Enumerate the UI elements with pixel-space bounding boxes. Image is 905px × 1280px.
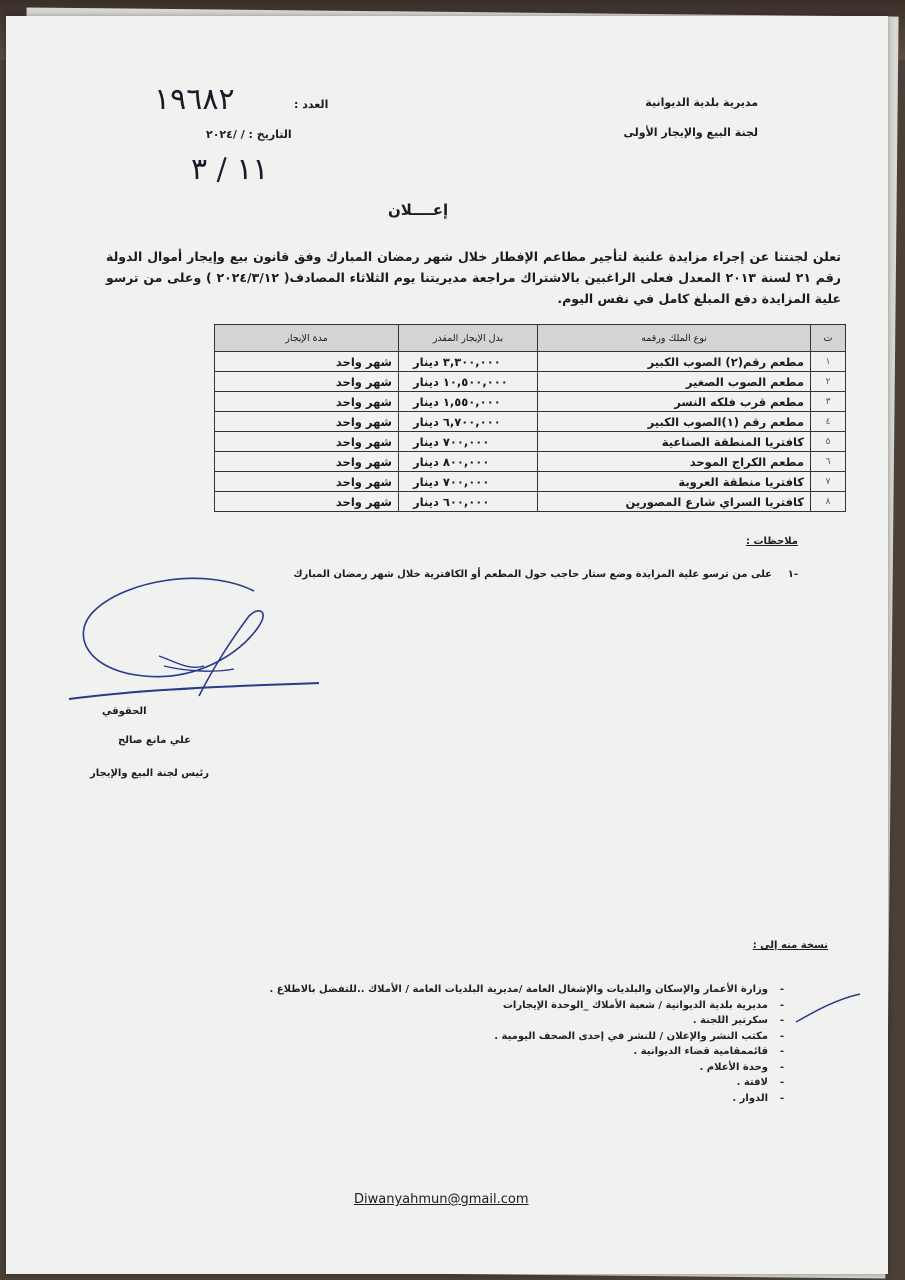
cell-num: ١ <box>811 352 846 372</box>
org-name: مديرية بلدية الديوانية <box>645 96 758 109</box>
cell-price: ٦٠٠,٠٠٠ دينار <box>399 492 538 512</box>
cell-type: كافتريا المنطقة الصناعية <box>538 432 811 452</box>
table-row <box>215 412 846 432</box>
list-item: - مديرية بلدية الديوانية / شعبة الأملاك _الوحدة الإيجارات <box>208 1000 768 1016</box>
email-address: Diwanyahmun@gmail.com <box>354 1192 529 1207</box>
cell-price: ٨٠٠,٠٠٠ دينار <box>399 452 538 472</box>
cell-duration: شهر واحد <box>215 432 399 452</box>
cell-duration: شهر واحد <box>215 392 399 412</box>
table-row <box>215 432 846 452</box>
rental-table <box>214 324 846 512</box>
cell-price: ٦,٧٠٠,٠٠٠ دينار <box>399 412 538 432</box>
number-label: العدد : <box>294 98 329 111</box>
list-item: - وزارة الأعمار والإسكان والبلديات والإشغال العامة /مديرية البلديات العامة / الأملاك ..للتفضل بالاطلاع . <box>208 984 768 1000</box>
announcement-body: تعلن لجنتنا عن إجراء مزايدة علنية لتأجير مطاعم الإفطار خلال شهر رمضان المبارك وفق قانون بيع وإيجار أموال الدولة رقم ٢١ لسنة ٢٠١٣ المعدل فعلى الراغبين بالاشتراك مراجعة مديريتنا يوم الثلاثاء المصادف( ٢٠٢٤/٣/١٢ ) وعلى من ترسو علية المزايدة دفع المبلغ كامل في نفس اليوم. <box>106 249 841 306</box>
cell-num: ٨ <box>811 492 846 512</box>
cell-duration: شهر واحد <box>215 472 399 492</box>
list-item: - قائممقامية قضاء الديوانية . <box>208 1046 768 1062</box>
table-row <box>215 392 846 412</box>
cell-type: مطعم الكراج الموحد <box>538 452 811 472</box>
list-item: - سكرتير اللجنة . <box>208 1015 768 1031</box>
header-type: نوع الملك ورقمه <box>538 325 811 352</box>
check-mark-scribble <box>794 990 864 1026</box>
cell-duration: شهر واحد <box>215 352 399 372</box>
cell-type: مطعم الصوب الصغير <box>538 372 811 392</box>
cell-duration: شهر واحد <box>215 492 399 512</box>
cell-num: ٣ <box>811 392 846 412</box>
date-label: التاريخ : / /٢٠٢٤ <box>206 128 292 141</box>
handwritten-date: ١١ / ٣ <box>191 152 269 187</box>
list-item: - مكتب النشر والإعلان / للنشر في إحدى الصحف اليومية . <box>208 1031 768 1047</box>
cell-duration: شهر واحد <box>215 412 399 432</box>
table-header-row <box>215 325 846 352</box>
header-price: بدل الإيجار المقدر <box>399 325 538 352</box>
document-page <box>6 16 888 1274</box>
cell-num: ٧ <box>811 472 846 492</box>
cell-type: مطعم رقم(٢) الصوب الكبير <box>538 352 811 372</box>
note-item-text: على من ترسو علية المزايدة وضع ستار حاجب حول المطعم أو الكافترية خلال شهر رمضان المبارك <box>293 569 772 580</box>
copies-list <box>208 984 768 1108</box>
table-row <box>215 472 846 492</box>
handwritten-number: ١٩٦٨٢ <box>154 82 235 117</box>
cell-num: ٢ <box>811 372 846 392</box>
cell-type: كافتريا منطقة العروبة <box>538 472 811 492</box>
copies-title: نسخة منه إلى : <box>752 940 828 951</box>
table-row <box>215 452 846 472</box>
signature-title: الحقوقي <box>102 706 147 717</box>
list-item: - لافتة . <box>208 1077 768 1093</box>
cell-price: ١٠,٥٠٠,٠٠٠ دينار <box>399 372 538 392</box>
committee-name: لجنة البيع والإيجار الأولى <box>623 126 758 139</box>
cell-num: ٦ <box>811 452 846 472</box>
header-num: ت <box>811 325 846 352</box>
cell-type: مطعم رقم (١)الصوب الكبير <box>538 412 811 432</box>
list-item: - وحدة الأعلام . <box>208 1062 768 1078</box>
list-item: - الدوار . <box>208 1093 768 1109</box>
page-title: إعــــلان <box>388 201 449 219</box>
cell-price: ٣,٣٠٠,٠٠٠ دينار <box>399 352 538 372</box>
cell-num: ٤ <box>811 412 846 432</box>
cell-price: ٧٠٠,٠٠٠ دينار <box>399 432 538 452</box>
cell-type: كافتريا السراي شارع المصورين <box>538 492 811 512</box>
table-row <box>215 492 846 512</box>
table-row <box>215 352 846 372</box>
note-item-number: ١- <box>787 569 798 580</box>
notes-title: ملاحظات : <box>745 536 798 547</box>
header-duration: مدة الإيجار <box>215 325 399 352</box>
cell-duration: شهر واحد <box>215 372 399 392</box>
cell-type: مطعم قرب فلكه النسر <box>538 392 811 412</box>
signature-scribble <box>64 571 334 711</box>
table-row <box>215 372 846 392</box>
cell-num: ٥ <box>811 432 846 452</box>
signature-name: علي مانع صالح <box>118 735 191 746</box>
cell-price: ٧٠٠,٠٠٠ دينار <box>399 472 538 492</box>
signature-position: رئيس لجنة البيع والإيجار <box>90 768 210 779</box>
cell-price: ١,٥٥٠,٠٠٠ دينار <box>399 392 538 412</box>
cell-duration: شهر واحد <box>215 452 399 472</box>
